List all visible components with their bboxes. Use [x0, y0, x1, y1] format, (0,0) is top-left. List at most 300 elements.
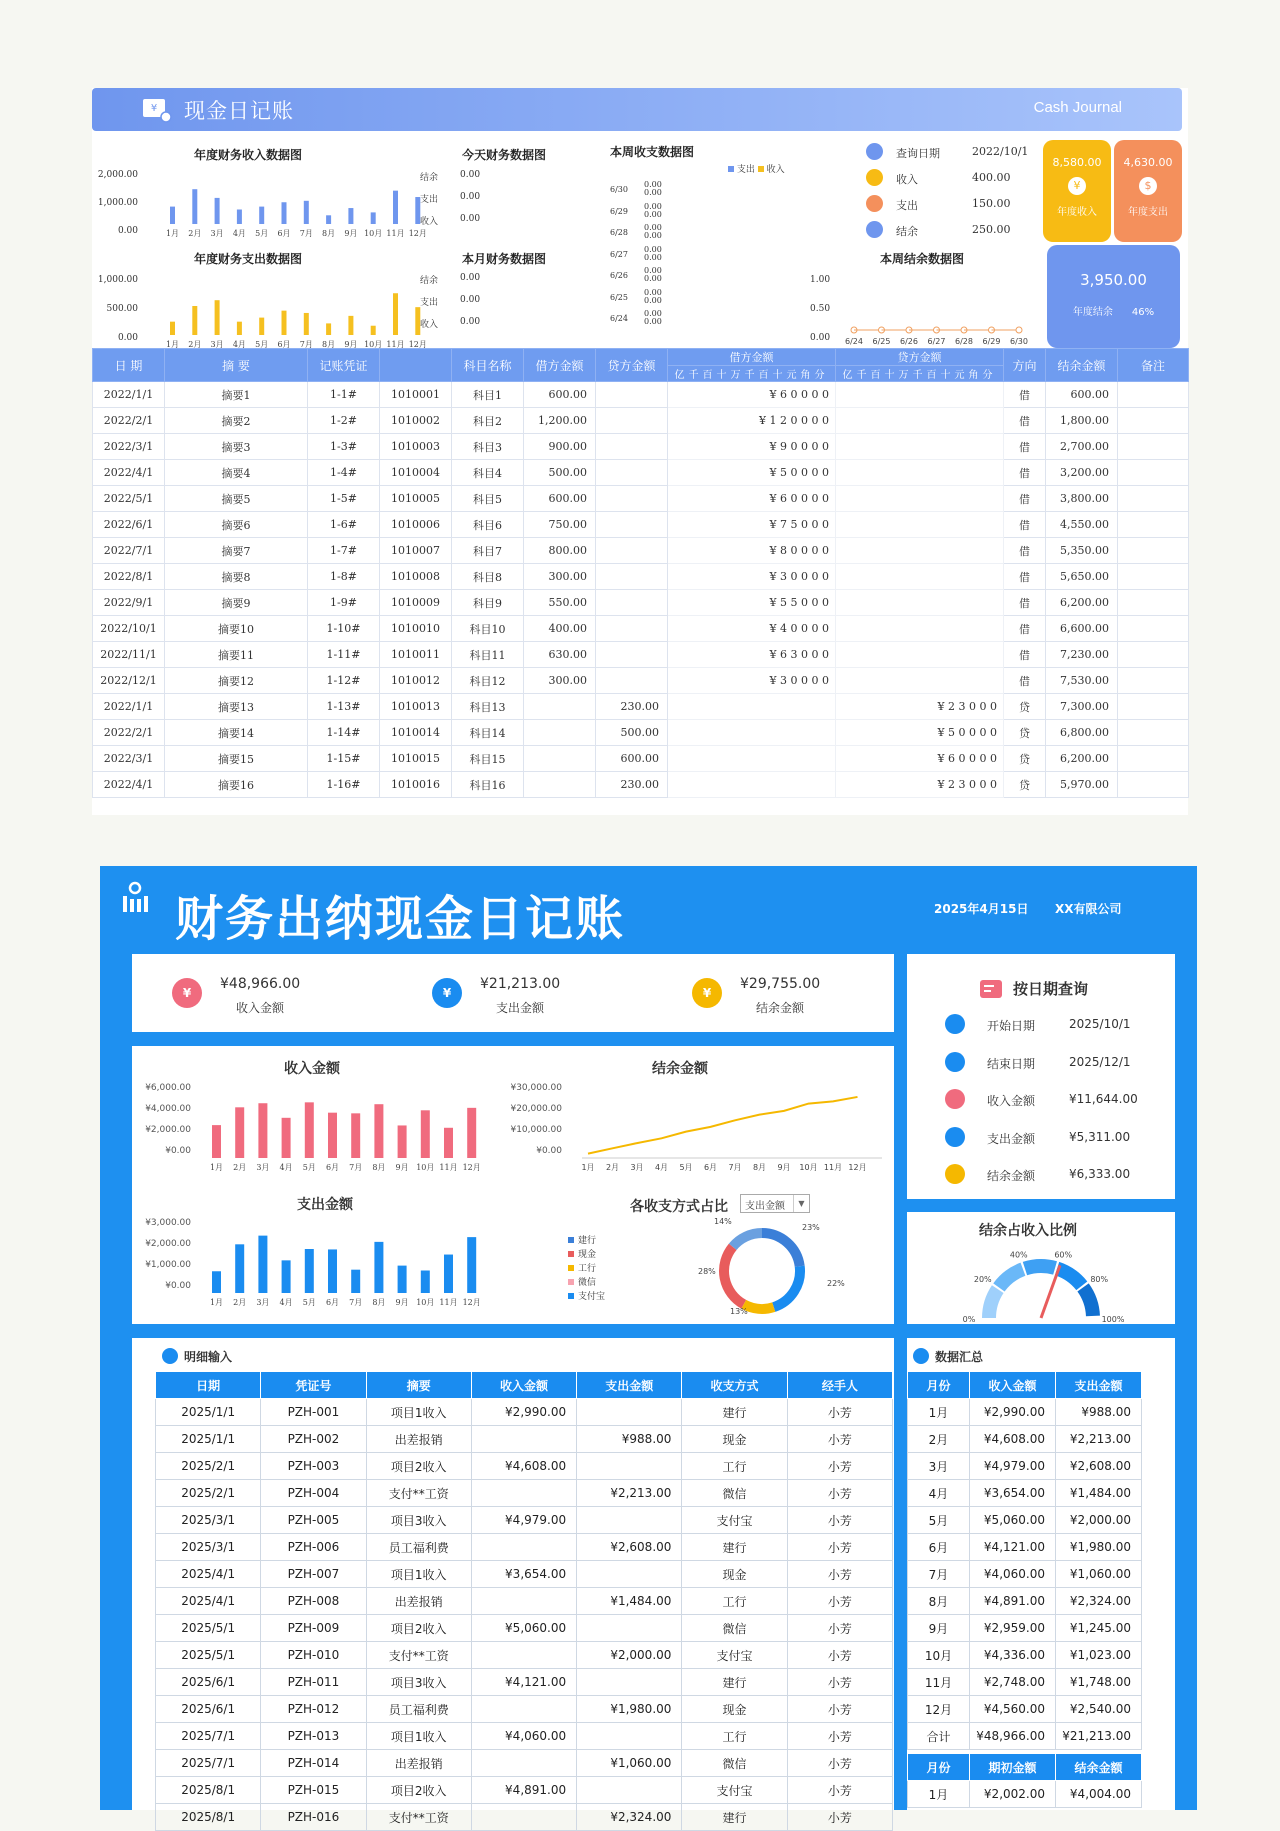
- table-cell[interactable]: 摘要7: [165, 538, 308, 564]
- table-cell[interactable]: 2025/4/1: [156, 1588, 261, 1615]
- table-cell[interactable]: 项目2收入: [366, 1453, 471, 1480]
- table-cell[interactable]: [1118, 382, 1189, 408]
- table-cell[interactable]: ¥ 4 0 0 0 0: [668, 616, 836, 642]
- table-cell[interactable]: PZH-012: [261, 1696, 366, 1723]
- column-header[interactable]: 支出金额: [1056, 1372, 1142, 1399]
- table-cell[interactable]: [1118, 720, 1189, 746]
- table-cell[interactable]: 员工福利费: [366, 1696, 471, 1723]
- table-cell[interactable]: 出差报销: [366, 1750, 471, 1777]
- col-debit-digits[interactable]: 借方金额: [668, 349, 836, 366]
- column-header[interactable]: 日期: [156, 1372, 261, 1399]
- table-cell[interactable]: 摘要16: [165, 772, 308, 798]
- table-cell[interactable]: [471, 1426, 576, 1453]
- table-cell[interactable]: ¥4,060.00: [970, 1561, 1056, 1588]
- col-credit-digits[interactable]: 贷方金额: [836, 349, 1004, 366]
- table-cell[interactable]: 摘要12: [165, 668, 308, 694]
- table-cell[interactable]: 300.00: [524, 564, 596, 590]
- table-cell[interactable]: 550.00: [524, 590, 596, 616]
- table-row[interactable]: [908, 1669, 1142, 1696]
- table-row[interactable]: [156, 1777, 893, 1804]
- table-cell[interactable]: [668, 746, 836, 772]
- table-cell[interactable]: [668, 694, 836, 720]
- table-cell[interactable]: [836, 590, 1004, 616]
- table-cell[interactable]: 建行: [682, 1399, 787, 1426]
- table-cell[interactable]: ¥ 6 0 0 0 0: [668, 382, 836, 408]
- table-cell[interactable]: [1118, 616, 1189, 642]
- table-cell[interactable]: [836, 460, 1004, 486]
- column-header[interactable]: 月份: [908, 1754, 970, 1781]
- table-cell[interactable]: 项目2收入: [366, 1777, 471, 1804]
- table-cell[interactable]: 2022/2/1: [93, 408, 165, 434]
- table-cell[interactable]: 支付宝: [682, 1642, 787, 1669]
- table-cell[interactable]: [577, 1723, 682, 1750]
- table-cell[interactable]: 4,550.00: [1046, 512, 1118, 538]
- table-cell[interactable]: ¥4,608.00: [471, 1453, 576, 1480]
- table-cell[interactable]: ¥1,060.00: [1056, 1561, 1142, 1588]
- table-cell[interactable]: 2022/3/1: [93, 746, 165, 772]
- table-cell[interactable]: 1010012: [380, 668, 452, 694]
- table-cell[interactable]: ¥1,748.00: [1056, 1669, 1142, 1696]
- table-cell[interactable]: [1118, 408, 1189, 434]
- table-cell[interactable]: [524, 720, 596, 746]
- table-cell[interactable]: 1-6#: [308, 512, 380, 538]
- table-cell[interactable]: 科目8: [452, 564, 524, 590]
- table-cell[interactable]: 建行: [682, 1534, 787, 1561]
- table-cell[interactable]: 摘要10: [165, 616, 308, 642]
- table-cell[interactable]: [596, 382, 668, 408]
- table-cell[interactable]: 12月: [908, 1696, 970, 1723]
- table-cell[interactable]: [1118, 538, 1189, 564]
- table-cell[interactable]: 1010005: [380, 486, 452, 512]
- table-cell[interactable]: 1-9#: [308, 590, 380, 616]
- table-row[interactable]: [93, 486, 1189, 512]
- table-cell[interactable]: 2025/3/1: [156, 1507, 261, 1534]
- table-cell[interactable]: [1118, 512, 1189, 538]
- table-cell[interactable]: [836, 564, 1004, 590]
- table-cell[interactable]: 2022/7/1: [93, 538, 165, 564]
- table-cell[interactable]: 1月: [908, 1781, 970, 1808]
- column-header[interactable]: 经手人: [787, 1372, 892, 1399]
- table-cell[interactable]: 5,970.00: [1046, 772, 1118, 798]
- table-cell[interactable]: 借: [1004, 512, 1046, 538]
- table-cell[interactable]: [1118, 772, 1189, 798]
- table-cell[interactable]: 小芳: [787, 1426, 892, 1453]
- col-date[interactable]: 日 期: [93, 349, 165, 382]
- table-cell[interactable]: 工行: [682, 1453, 787, 1480]
- table-cell[interactable]: [836, 434, 1004, 460]
- table-cell[interactable]: 2025/5/1: [156, 1615, 261, 1642]
- table-row[interactable]: [156, 1561, 893, 1588]
- table-cell[interactable]: 科目1: [452, 382, 524, 408]
- query-value[interactable]: ¥6,333.00: [1069, 1167, 1131, 1181]
- table-cell[interactable]: [596, 538, 668, 564]
- table-cell[interactable]: 支付宝: [682, 1777, 787, 1804]
- table-cell[interactable]: ¥ 2 3 0 0 0: [836, 694, 1004, 720]
- table-cell[interactable]: PZH-013: [261, 1723, 366, 1750]
- table-cell[interactable]: 10月: [908, 1642, 970, 1669]
- table-cell[interactable]: 1010009: [380, 590, 452, 616]
- table-cell[interactable]: 小芳: [787, 1480, 892, 1507]
- table-cell[interactable]: 科目16: [452, 772, 524, 798]
- column-header[interactable]: 期初金额: [970, 1754, 1056, 1781]
- table-row[interactable]: [93, 590, 1189, 616]
- table-cell[interactable]: 2022/12/1: [93, 668, 165, 694]
- table-cell[interactable]: 6,200.00: [1046, 746, 1118, 772]
- table-cell[interactable]: 借: [1004, 460, 1046, 486]
- table-cell[interactable]: 1-2#: [308, 408, 380, 434]
- table-row[interactable]: [93, 564, 1189, 590]
- table-cell[interactable]: 7,300.00: [1046, 694, 1118, 720]
- table-cell[interactable]: 2025/4/1: [156, 1561, 261, 1588]
- table-cell[interactable]: ¥48,966.00: [970, 1723, 1056, 1750]
- table-cell[interactable]: 230.00: [596, 772, 668, 798]
- table-cell[interactable]: [577, 1777, 682, 1804]
- table-cell[interactable]: 900.00: [524, 434, 596, 460]
- table-cell[interactable]: ¥ 5 0 0 0 0: [668, 460, 836, 486]
- table-cell[interactable]: 摘要5: [165, 486, 308, 512]
- table-cell[interactable]: 项目2收入: [366, 1615, 471, 1642]
- table-cell[interactable]: ¥4,979.00: [970, 1453, 1056, 1480]
- table-cell[interactable]: 借: [1004, 382, 1046, 408]
- table-cell[interactable]: 小芳: [787, 1696, 892, 1723]
- table-cell[interactable]: 科目11: [452, 642, 524, 668]
- table-cell[interactable]: [1118, 668, 1189, 694]
- table-cell[interactable]: ¥2,002.00: [970, 1781, 1056, 1808]
- table-cell[interactable]: ¥ 5 5 0 0 0: [668, 590, 836, 616]
- table-cell[interactable]: 摘要2: [165, 408, 308, 434]
- table-row[interactable]: [908, 1507, 1142, 1534]
- table-cell[interactable]: 800.00: [524, 538, 596, 564]
- table-cell[interactable]: 1,800.00: [1046, 408, 1118, 434]
- table-cell[interactable]: [596, 616, 668, 642]
- column-header[interactable]: 支出金额: [577, 1372, 682, 1399]
- table-cell[interactable]: ¥ 5 0 0 0 0: [836, 720, 1004, 746]
- table-cell[interactable]: ¥ 6 0 0 0 0: [668, 486, 836, 512]
- table-cell[interactable]: 支付**工资: [366, 1642, 471, 1669]
- table-cell[interactable]: 摘要4: [165, 460, 308, 486]
- table-cell[interactable]: 现金: [682, 1696, 787, 1723]
- table-cell[interactable]: 科目13: [452, 694, 524, 720]
- table-cell[interactable]: 2025/8/1: [156, 1804, 261, 1831]
- table-row[interactable]: [908, 1426, 1142, 1453]
- col-summary[interactable]: 摘 要: [165, 349, 308, 382]
- table-cell[interactable]: 合计: [908, 1723, 970, 1750]
- table-cell[interactable]: [1118, 486, 1189, 512]
- table-cell[interactable]: 摘要3: [165, 434, 308, 460]
- table-cell[interactable]: ¥2,990.00: [471, 1399, 576, 1426]
- table-cell[interactable]: [577, 1453, 682, 1480]
- table-cell[interactable]: ¥5,060.00: [471, 1615, 576, 1642]
- table-cell[interactable]: ¥2,213.00: [577, 1480, 682, 1507]
- table-cell[interactable]: 1010001: [380, 382, 452, 408]
- table-cell[interactable]: 2022/6/1: [93, 512, 165, 538]
- table-cell[interactable]: ¥1,060.00: [577, 1750, 682, 1777]
- table-cell[interactable]: [1118, 460, 1189, 486]
- table-cell[interactable]: ¥988.00: [1056, 1399, 1142, 1426]
- table-cell[interactable]: 5,650.00: [1046, 564, 1118, 590]
- table-cell[interactable]: 微信: [682, 1750, 787, 1777]
- table-cell[interactable]: [577, 1561, 682, 1588]
- col-debit[interactable]: 借方金额: [524, 349, 596, 382]
- donut-filter-select[interactable]: [740, 1194, 810, 1213]
- table-cell[interactable]: [836, 642, 1004, 668]
- table-cell[interactable]: ¥4,560.00: [970, 1696, 1056, 1723]
- table-cell[interactable]: ¥ 1 2 0 0 0 0: [668, 408, 836, 434]
- chevron-down-icon[interactable]: ▼: [793, 1195, 809, 1212]
- column-header[interactable]: 收支方式: [682, 1372, 787, 1399]
- table-cell[interactable]: 2022/5/1: [93, 486, 165, 512]
- table-row[interactable]: [156, 1399, 893, 1426]
- query-value[interactable]: ¥5,311.00: [1069, 1129, 1131, 1144]
- table-cell[interactable]: 500.00: [596, 720, 668, 746]
- table-cell[interactable]: [471, 1588, 576, 1615]
- table-cell[interactable]: [471, 1696, 576, 1723]
- table-cell[interactable]: 1-13#: [308, 694, 380, 720]
- table-cell[interactable]: 1010003: [380, 434, 452, 460]
- table-cell[interactable]: 借: [1004, 564, 1046, 590]
- table-cell[interactable]: 1010010: [380, 616, 452, 642]
- table-cell[interactable]: [1118, 642, 1189, 668]
- table-cell[interactable]: 小芳: [787, 1453, 892, 1480]
- table-cell[interactable]: ¥2,748.00: [970, 1669, 1056, 1696]
- table-cell[interactable]: [471, 1642, 576, 1669]
- table-cell[interactable]: 摘要1: [165, 382, 308, 408]
- table-cell[interactable]: ¥2,540.00: [1056, 1696, 1142, 1723]
- table-cell[interactable]: 2月: [908, 1426, 970, 1453]
- table-cell[interactable]: 8月: [908, 1588, 970, 1615]
- table-row[interactable]: [156, 1588, 893, 1615]
- table-cell[interactable]: 科目15: [452, 746, 524, 772]
- table-cell[interactable]: 1,200.00: [524, 408, 596, 434]
- table-cell[interactable]: ¥2,959.00: [970, 1615, 1056, 1642]
- table-cell[interactable]: 1-5#: [308, 486, 380, 512]
- table-cell[interactable]: [596, 668, 668, 694]
- table-cell[interactable]: 7,530.00: [1046, 668, 1118, 694]
- table-cell[interactable]: 微信: [682, 1480, 787, 1507]
- table-cell[interactable]: [1118, 434, 1189, 460]
- table-cell[interactable]: 400.00: [524, 616, 596, 642]
- table-cell[interactable]: 1010002: [380, 408, 452, 434]
- col-credit[interactable]: 贷方金额: [596, 349, 668, 382]
- table-cell[interactable]: [524, 694, 596, 720]
- table-cell[interactable]: [596, 512, 668, 538]
- table-cell[interactable]: 630.00: [524, 642, 596, 668]
- table-cell[interactable]: ¥2,324.00: [1056, 1588, 1142, 1615]
- table-cell[interactable]: 科目14: [452, 720, 524, 746]
- table-cell[interactable]: 7,230.00: [1046, 642, 1118, 668]
- table-cell[interactable]: ¥4,060.00: [471, 1723, 576, 1750]
- table-cell[interactable]: 2022/1/1: [93, 694, 165, 720]
- table-cell[interactable]: 1010014: [380, 720, 452, 746]
- table-cell[interactable]: 摘要14: [165, 720, 308, 746]
- table-cell[interactable]: [577, 1669, 682, 1696]
- table-cell[interactable]: [577, 1399, 682, 1426]
- table-cell[interactable]: PZH-006: [261, 1534, 366, 1561]
- table-cell[interactable]: 1010007: [380, 538, 452, 564]
- table-cell[interactable]: [471, 1750, 576, 1777]
- table-row[interactable]: [156, 1750, 893, 1777]
- table-row[interactable]: [156, 1534, 893, 1561]
- table-cell[interactable]: 2022/4/1: [93, 460, 165, 486]
- table-cell[interactable]: 摘要15: [165, 746, 308, 772]
- table-cell[interactable]: 2025/7/1: [156, 1723, 261, 1750]
- table-cell[interactable]: PZH-011: [261, 1669, 366, 1696]
- table-cell[interactable]: 项目1收入: [366, 1723, 471, 1750]
- table-cell[interactable]: 2025/3/1: [156, 1534, 261, 1561]
- table-cell[interactable]: 2025/6/1: [156, 1669, 261, 1696]
- table-cell[interactable]: 科目2: [452, 408, 524, 434]
- table-cell[interactable]: 建行: [682, 1804, 787, 1831]
- table-cell[interactable]: [577, 1507, 682, 1534]
- table-cell[interactable]: 科目7: [452, 538, 524, 564]
- table-cell[interactable]: ¥1,484.00: [577, 1588, 682, 1615]
- table-cell[interactable]: ¥ 6 3 0 0 0: [668, 642, 836, 668]
- table-cell[interactable]: PZH-007: [261, 1561, 366, 1588]
- table-cell[interactable]: 1010006: [380, 512, 452, 538]
- table-cell[interactable]: 1-14#: [308, 720, 380, 746]
- table-row[interactable]: [93, 668, 1189, 694]
- col-code[interactable]: [380, 349, 452, 382]
- table-cell[interactable]: 摘要9: [165, 590, 308, 616]
- table-cell[interactable]: ¥ 9 0 0 0 0: [668, 434, 836, 460]
- table-row[interactable]: [93, 512, 1189, 538]
- table-row[interactable]: [156, 1480, 893, 1507]
- table-cell[interactable]: ¥1,023.00: [1056, 1642, 1142, 1669]
- table-cell[interactable]: [836, 382, 1004, 408]
- table-cell[interactable]: 借: [1004, 434, 1046, 460]
- table-cell[interactable]: 借: [1004, 668, 1046, 694]
- table-cell[interactable]: 2022/4/1: [93, 772, 165, 798]
- table-cell[interactable]: 6,600.00: [1046, 616, 1118, 642]
- table-cell[interactable]: ¥1,245.00: [1056, 1615, 1142, 1642]
- table-cell[interactable]: 9月: [908, 1615, 970, 1642]
- table-cell[interactable]: 现金: [682, 1561, 787, 1588]
- table-cell[interactable]: 小芳: [787, 1642, 892, 1669]
- table-cell[interactable]: 1010011: [380, 642, 452, 668]
- table-row[interactable]: [93, 720, 1189, 746]
- table-cell[interactable]: 3月: [908, 1453, 970, 1480]
- query-value[interactable]: 2025/10/1: [1069, 1017, 1131, 1031]
- table-cell[interactable]: [524, 746, 596, 772]
- table-cell[interactable]: PZH-004: [261, 1480, 366, 1507]
- table-cell[interactable]: [596, 642, 668, 668]
- table-cell[interactable]: 600.00: [596, 746, 668, 772]
- table-cell[interactable]: 支付**工资: [366, 1804, 471, 1831]
- table-cell[interactable]: 建行: [682, 1669, 787, 1696]
- table-row[interactable]: [156, 1615, 893, 1642]
- table-cell[interactable]: 项目3收入: [366, 1507, 471, 1534]
- table-cell[interactable]: 1-1#: [308, 382, 380, 408]
- table-cell[interactable]: [471, 1480, 576, 1507]
- table-cell[interactable]: 借: [1004, 642, 1046, 668]
- table-cell[interactable]: 6月: [908, 1534, 970, 1561]
- table-row[interactable]: [93, 746, 1189, 772]
- table-row[interactable]: [93, 538, 1189, 564]
- table-cell[interactable]: 小芳: [787, 1588, 892, 1615]
- table-cell[interactable]: ¥4,121.00: [970, 1534, 1056, 1561]
- table-cell[interactable]: 科目12: [452, 668, 524, 694]
- table-cell[interactable]: ¥ 3 0 0 0 0: [668, 564, 836, 590]
- table-cell[interactable]: ¥2,608.00: [577, 1534, 682, 1561]
- table-cell[interactable]: [836, 512, 1004, 538]
- table-cell[interactable]: ¥988.00: [577, 1426, 682, 1453]
- table-cell[interactable]: 小芳: [787, 1750, 892, 1777]
- table-cell[interactable]: [1118, 564, 1189, 590]
- table-cell[interactable]: [836, 408, 1004, 434]
- table-row[interactable]: [908, 1781, 1142, 1808]
- table-cell[interactable]: ¥2,000.00: [577, 1642, 682, 1669]
- table-cell[interactable]: 借: [1004, 486, 1046, 512]
- table-cell[interactable]: 摘要11: [165, 642, 308, 668]
- table-cell[interactable]: ¥4,336.00: [970, 1642, 1056, 1669]
- table-cell[interactable]: 2022/8/1: [93, 564, 165, 590]
- table-row[interactable]: [93, 382, 1189, 408]
- table-cell[interactable]: 出差报销: [366, 1426, 471, 1453]
- table-cell[interactable]: 500.00: [524, 460, 596, 486]
- table-cell[interactable]: 工行: [682, 1588, 787, 1615]
- table-cell[interactable]: 2025/1/1: [156, 1399, 261, 1426]
- table-cell[interactable]: 2025/2/1: [156, 1480, 261, 1507]
- table-cell[interactable]: PZH-005: [261, 1507, 366, 1534]
- table-row[interactable]: [156, 1696, 893, 1723]
- table-cell[interactable]: 支付**工资: [366, 1480, 471, 1507]
- table-cell[interactable]: PZH-015: [261, 1777, 366, 1804]
- table-cell[interactable]: 小芳: [787, 1777, 892, 1804]
- query-value[interactable]: ¥11,644.00: [1069, 1092, 1138, 1106]
- table-cell[interactable]: 1-12#: [308, 668, 380, 694]
- table-cell[interactable]: [596, 590, 668, 616]
- table-cell[interactable]: [471, 1534, 576, 1561]
- table-cell[interactable]: 科目4: [452, 460, 524, 486]
- table-cell[interactable]: 5,350.00: [1046, 538, 1118, 564]
- table-cell[interactable]: 科目3: [452, 434, 524, 460]
- column-header[interactable]: 摘要: [366, 1372, 471, 1399]
- table-cell[interactable]: 员工福利费: [366, 1534, 471, 1561]
- table-cell[interactable]: [577, 1615, 682, 1642]
- table-row[interactable]: [93, 642, 1189, 668]
- table-cell[interactable]: 科目10: [452, 616, 524, 642]
- table-cell[interactable]: 2025/2/1: [156, 1453, 261, 1480]
- table-cell[interactable]: 11月: [908, 1669, 970, 1696]
- table-row[interactable]: [908, 1480, 1142, 1507]
- table-cell[interactable]: 1010008: [380, 564, 452, 590]
- table-cell[interactable]: 1-7#: [308, 538, 380, 564]
- table-row[interactable]: [156, 1642, 893, 1669]
- table-cell[interactable]: 2022/9/1: [93, 590, 165, 616]
- table-cell[interactable]: [1118, 590, 1189, 616]
- table-cell[interactable]: ¥3,654.00: [471, 1561, 576, 1588]
- table-row[interactable]: [93, 772, 1189, 798]
- table-cell[interactable]: 600.00: [524, 486, 596, 512]
- table-cell[interactable]: ¥1,980.00: [577, 1696, 682, 1723]
- column-header[interactable]: 收入金额: [471, 1372, 576, 1399]
- table-cell[interactable]: 2022/3/1: [93, 434, 165, 460]
- table-cell[interactable]: ¥ 2 3 0 0 0: [836, 772, 1004, 798]
- table-cell[interactable]: ¥2,324.00: [577, 1804, 682, 1831]
- table-cell[interactable]: [668, 772, 836, 798]
- table-cell[interactable]: 小芳: [787, 1399, 892, 1426]
- table-cell[interactable]: 摘要6: [165, 512, 308, 538]
- table-cell[interactable]: 1-10#: [308, 616, 380, 642]
- table-row[interactable]: [93, 434, 1189, 460]
- table-cell[interactable]: 1-16#: [308, 772, 380, 798]
- table-cell[interactable]: 科目6: [452, 512, 524, 538]
- table-cell[interactable]: [1118, 746, 1189, 772]
- table-cell[interactable]: PZH-009: [261, 1615, 366, 1642]
- table-cell[interactable]: PZH-003: [261, 1453, 366, 1480]
- table-cell[interactable]: [524, 772, 596, 798]
- table-cell[interactable]: 项目1收入: [366, 1399, 471, 1426]
